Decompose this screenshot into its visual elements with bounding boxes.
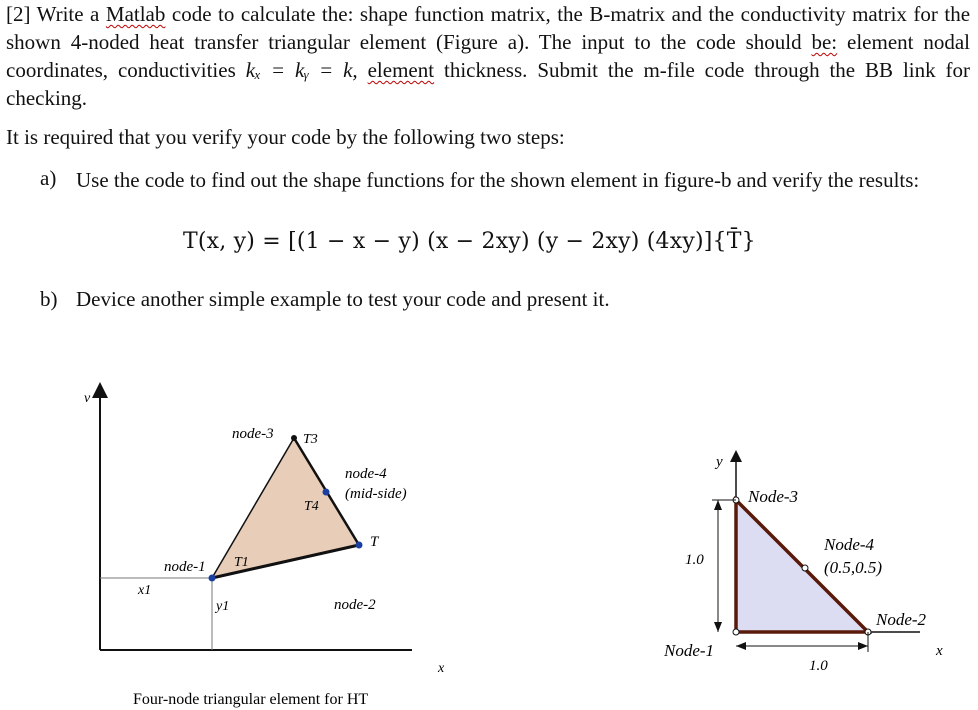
width-dim-left-arrow (736, 642, 746, 650)
node-1-dot (209, 575, 216, 582)
node-4-dot (323, 489, 330, 496)
node-b2-label: Node-2 (876, 610, 927, 629)
t3-label: T3 (303, 432, 318, 447)
node-b4-coord: (0.5,0.5) (824, 558, 883, 577)
height-dim-bottom-arrow (714, 622, 722, 632)
t2-label: T (370, 534, 379, 550)
node-3-dot (291, 435, 297, 441)
figure-b (663, 454, 943, 674)
height-dim-label: 1.0 (685, 552, 704, 568)
node-4-label: node-4 (345, 466, 387, 482)
y1-label: y1 (216, 599, 230, 614)
figure-b-y-label: y (716, 454, 723, 470)
x1-label: x1 (138, 583, 152, 598)
step-b-label: b) (40, 287, 58, 311)
question-number: [2] (6, 2, 31, 26)
matlab-word: Matlab (105, 2, 166, 26)
width-dim-right-arrow (858, 642, 868, 650)
requirement-text: It is required that you verify your code by the following two steps: (6, 125, 565, 149)
node-b1-dot (733, 629, 739, 635)
node-b1-label: Node-1 (664, 641, 715, 660)
step-b-text: Device another simple example to test your code and present it. (76, 287, 610, 311)
node-4-note: (mid-side) (345, 486, 407, 502)
figure-a-caption: Four-node triangular element for HT (133, 691, 369, 708)
question-paragraph: [2] Write a Matlab code to calculate the: shape function matrix, the B-matrix and the conductivity matrix for the shown 4-noded heat transfer triangular element (Figure a). The input to the code should be: element nodal coordinates, conductivities kₓ = kᵧ = k, element thickness. Submit the m-file code through the BB link for checking. (6, 2, 971, 110)
conductivity-symbols: kₓ = kᵧ = k, (245, 58, 358, 82)
t1-label: T1 (234, 555, 249, 570)
t4-label: T4 (304, 499, 319, 514)
node-2-dot (356, 542, 363, 549)
figure-a-v-label: v (84, 391, 91, 406)
width-dim-label: 1.0 (809, 658, 828, 674)
figure-a (84, 390, 445, 708)
height-dim-top-arrow (714, 500, 722, 510)
node-b4-dot (802, 565, 808, 571)
node-b4-label: Node-4 (824, 535, 875, 554)
node-b3-label: Node-3 (748, 487, 799, 506)
figure-a-x-label: x (438, 661, 445, 676)
step-a-label: a) (40, 166, 57, 190)
figure-b-x-label: x (936, 643, 943, 659)
node-1-label: node-1 (164, 559, 206, 575)
node-2-label: node-2 (334, 597, 376, 613)
step-a-text: Use the code to find out the shape functions for the shown element in figure-b and verify the results: (76, 168, 920, 192)
shape-function-equation: T(x, y) = [(1 − x − y) (x − 2xy) (y − 2xy) (4xy)]{T̄} (183, 229, 756, 254)
node-3-label: node-3 (232, 426, 274, 442)
